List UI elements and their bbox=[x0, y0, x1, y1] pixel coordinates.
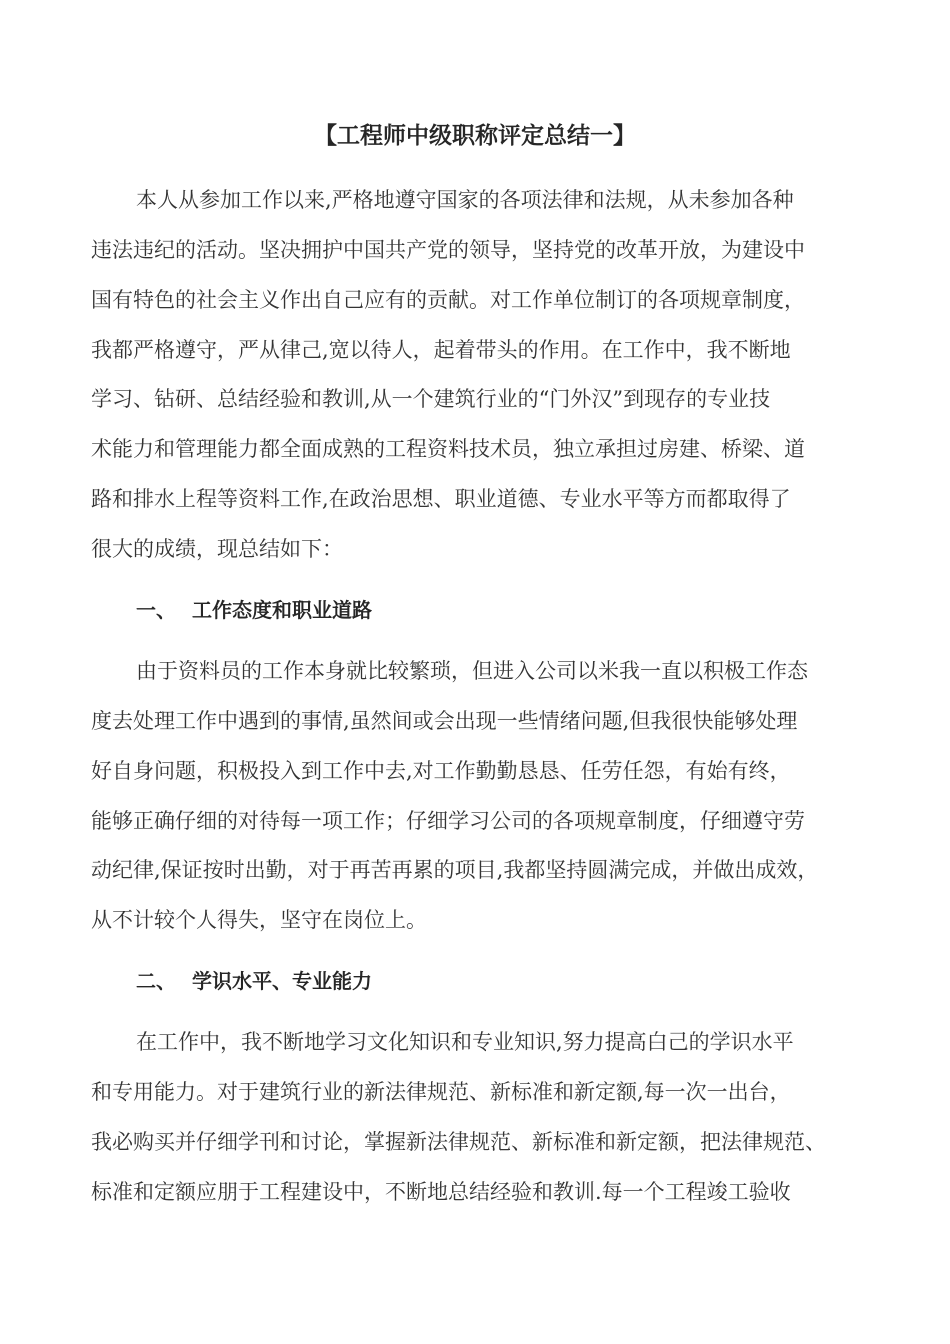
paragraph-line: 很大的成绩，现总结如下： bbox=[91, 537, 343, 561]
paragraph-line: 国有特色的社会主义作出自己应有的贡献。对工作单位制订的各项规章制度， bbox=[91, 288, 805, 312]
paragraph-line: 由于资料员的工作本身就比较繁琐，但进入公司以米我一直以积极工作态 bbox=[136, 659, 808, 683]
paragraph-line: 路和排水上程等资料工作,在政治思想、职业道德、专业水平等方而都取得了 bbox=[91, 487, 791, 511]
paragraph-line: 违法违纪的活动。坚决拥护中国共产党的领导，坚持党的改革开放，为建设中 bbox=[91, 238, 805, 262]
paragraph-line: 好自身问题，积极投入到工作中去,对工作勤勤恳恳、任劳任怨，有始有终， bbox=[91, 759, 791, 783]
paragraph-line: 本人从参加工作以来,严格地遵守国家的各项法律和法规，从未参加各种 bbox=[136, 188, 794, 212]
section-number: 一、 bbox=[136, 598, 176, 622]
section-heading-knowledge bbox=[136, 966, 372, 996]
paragraph-line: 动纪律,保证按时出勤，对于再苦再累的项目,我都坚持圆满完成，并做出成效， bbox=[91, 858, 819, 882]
section-title: 学识水平、专业能力 bbox=[192, 969, 372, 993]
paragraph-line: 术能力和管理能力都全面成熟的工程资料技术员，独立承担过房建、桥梁、道 bbox=[91, 437, 805, 461]
paragraph-line: 标准和定额应朋于工程建设中，不断地总结经验和教训.每一个工程竣工验收 bbox=[91, 1180, 791, 1204]
paragraph-line: 我都严格遵守，严从律己,宽以待人，起着带头的作用。在工作中，我不断地 bbox=[91, 338, 791, 362]
section-title: 工作态度和职业道路 bbox=[192, 598, 372, 622]
paragraph-line: 从不计较个人得失，坚守在岗位上。 bbox=[91, 908, 427, 932]
paragraph-line: 能够正确仔细的对待每一项工作；仔细学习公司的各项规章制度，仔细遵守劳 bbox=[91, 809, 805, 833]
section-number: 二、 bbox=[136, 969, 176, 993]
paragraph-line: 度去处理工作中遇到的事情,虽然间或会出现一些情绪问题,但我很快能够处理 bbox=[91, 709, 798, 733]
paragraph-line: 我必购买并仔细学刊和讨论，掌握新法律规范、新标准和新定额，把法律规范、 bbox=[91, 1130, 826, 1154]
section-heading-work-attitude bbox=[136, 595, 372, 625]
paragraph-line: 学习、钻研、总结经验和教训,从一个建筑行业的“门外汉”到现存的专业技 bbox=[91, 387, 771, 411]
paragraph-line: 在工作中，我不断地学习文化知识和专业知识,努力提高白己的学识水平 bbox=[136, 1030, 794, 1054]
paragraph-line: 和专用能力。对于建筑行业的新法律规范、新标准和新定额,每一次一出台， bbox=[91, 1080, 791, 1104]
document-title: 【工程师中级职称评定总结一】 bbox=[314, 123, 636, 149]
